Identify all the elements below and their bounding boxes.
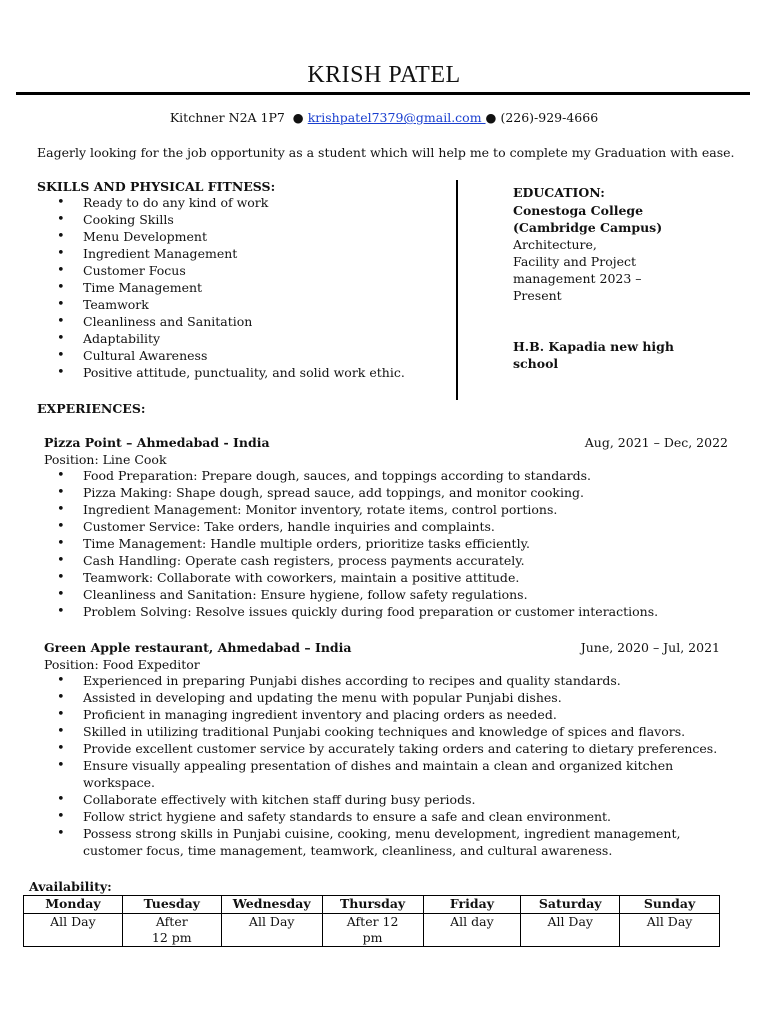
availability-cell bbox=[122, 914, 221, 947]
list-item: • Ready to do any kind of work bbox=[37, 194, 447, 211]
cell-text: All Day bbox=[646, 914, 693, 929]
contact-line bbox=[0, 110, 768, 125]
job-dates: June, 2020 – Jul, 2021 bbox=[580, 640, 720, 655]
skills-list bbox=[37, 194, 447, 381]
list-item: • Cleanliness and Sanitation bbox=[37, 313, 447, 330]
day-header: Monday bbox=[24, 896, 123, 914]
experiences-heading: EXPERIENCES: bbox=[37, 401, 146, 416]
program-line: Facility and Project bbox=[513, 254, 637, 269]
day-header: Tuesday bbox=[122, 896, 221, 914]
list-item: • Ingredient Management bbox=[37, 245, 447, 262]
availability-cell bbox=[221, 914, 322, 947]
availability-cell bbox=[521, 914, 620, 947]
list-item: • Skilled in utilizing traditional Punjabi cooking techniques and knowledge of spices and flavors. bbox=[37, 723, 734, 740]
job-title: Pizza Point – Ahmedabad - India bbox=[44, 435, 270, 450]
list-item: • Menu Development bbox=[37, 228, 447, 245]
day-header: Saturday bbox=[521, 896, 620, 914]
job-position: Position: Line Cook bbox=[44, 452, 167, 467]
program-line: Present bbox=[513, 288, 562, 303]
cell-text: All Day bbox=[50, 914, 96, 929]
job-title: Green Apple restaurant, Ahmedabad – India bbox=[44, 640, 352, 655]
availability-cell bbox=[620, 914, 720, 947]
day-header: Sunday bbox=[620, 896, 720, 914]
list-item: • Customer Service: Take orders, handle inquiries and complaints. bbox=[37, 518, 734, 535]
list-item: • Customer Focus bbox=[37, 262, 447, 279]
day-header: Thursday bbox=[322, 896, 423, 914]
skills-heading: SKILLS AND PHYSICAL FITNESS: bbox=[37, 179, 276, 194]
header-rule bbox=[16, 92, 750, 95]
cell-text: All day bbox=[450, 914, 494, 929]
day-header: Friday bbox=[423, 896, 521, 914]
list-item: • Cleanliness and Sanitation: Ensure hygiene, follow safety regulations. bbox=[37, 586, 734, 603]
objective: Eagerly looking for the job opportunity as a student which will help me to complete my Graduation with ease. bbox=[37, 145, 735, 160]
list-item: • Pizza Making: Shape dough, spread sauce, add toppings, and monitor cooking. bbox=[37, 484, 734, 501]
list-item: • Time Management bbox=[37, 279, 447, 296]
list-item: • Food Preparation: Prepare dough, sauces, and toppings according to standards. bbox=[37, 467, 734, 484]
day-header: Wednesday bbox=[221, 896, 322, 914]
list-item: • Provide excellent customer service by accurately taking orders and catering to dietary preferences. bbox=[37, 740, 734, 757]
list-item: • Adaptability bbox=[37, 330, 447, 347]
availability-cell bbox=[322, 914, 423, 947]
table-row bbox=[24, 914, 720, 947]
list-item: • Cash Handling: Operate cash registers, process payments accurately. bbox=[37, 552, 734, 569]
program-line: management 2023 – bbox=[513, 271, 642, 286]
education-heading: EDUCATION: bbox=[513, 185, 605, 200]
cell-text: All Day bbox=[547, 914, 593, 929]
availability-cell bbox=[423, 914, 521, 947]
column-divider bbox=[456, 180, 458, 400]
list-item: • Teamwork: Collaborate with coworkers, maintain a positive attitude. bbox=[37, 569, 734, 586]
list-item: • Possess strong skills in Punjabi cuisine, cooking, menu development, ingredient management, customer focus, time management, teamwork, cleanliness, and cultural awareness. bbox=[37, 825, 734, 859]
email-link[interactable]: krishpatel7379@gmail.com bbox=[307, 110, 486, 125]
cell-text: After 12 pm bbox=[346, 914, 399, 945]
skills-section bbox=[37, 179, 447, 381]
availability-heading: Availability: bbox=[29, 879, 112, 894]
list-item: • Collaborate effectively with kitchen staff during busy periods. bbox=[37, 791, 734, 808]
list-item: • Teamwork bbox=[37, 296, 447, 313]
job-dates: Aug, 2021 – Dec, 2022 bbox=[584, 435, 728, 450]
cell-text: All Day bbox=[248, 914, 295, 929]
list-item: • Experienced in preparing Punjabi dishes according to recipes and quality standards. bbox=[37, 672, 734, 689]
college-name: Conestoga College (Cambridge Campus) bbox=[513, 203, 663, 235]
list-item: • Positive attitude, punctuality, and solid work ethic. bbox=[37, 364, 447, 381]
list-item: • Ingredient Management: Monitor inventory, rotate items, control portions. bbox=[37, 501, 734, 518]
list-item: • Assisted in developing and updating the menu with popular Punjabi dishes. bbox=[37, 689, 734, 706]
job-duties bbox=[37, 672, 734, 859]
table-header-row bbox=[24, 896, 720, 914]
cell-text: After 12 pm bbox=[151, 914, 192, 945]
separator-bullet: ● bbox=[485, 110, 497, 125]
list-item: • Proficient in managing ingredient inventory and placing orders as needed. bbox=[37, 706, 734, 723]
education-section bbox=[513, 184, 723, 372]
list-item: • Follow strict hygiene and safety standards to ensure a safe and clean environment. bbox=[37, 808, 734, 825]
list-item: • Cooking Skills bbox=[37, 211, 447, 228]
separator-bullet: ● bbox=[292, 110, 304, 125]
phone: (226)-929-4666 bbox=[500, 110, 599, 125]
list-item: • Problem Solving: Resolve issues quickly during food preparation or customer interactions. bbox=[37, 603, 734, 620]
list-item: • Time Management: Handle multiple orders, prioritize tasks efficiently. bbox=[37, 535, 734, 552]
job-entry bbox=[44, 640, 734, 859]
candidate-name: KRISH PATEL bbox=[307, 62, 461, 88]
job-position: Position: Food Expeditor bbox=[44, 657, 200, 672]
location: Kitchner N2A 1P7 bbox=[169, 110, 285, 125]
list-item: • Cultural Awareness bbox=[37, 347, 447, 364]
program-line: Architecture, bbox=[513, 237, 597, 252]
job-duties bbox=[37, 467, 734, 620]
school-name: H.B. Kapadia new high school bbox=[513, 339, 674, 371]
availability-table bbox=[23, 895, 720, 947]
availability-cell bbox=[24, 914, 123, 947]
list-item: • Ensure visually appealing presentation of dishes and maintain a clean and organized kitchen workspace. bbox=[37, 757, 734, 791]
job-entry bbox=[44, 435, 734, 620]
